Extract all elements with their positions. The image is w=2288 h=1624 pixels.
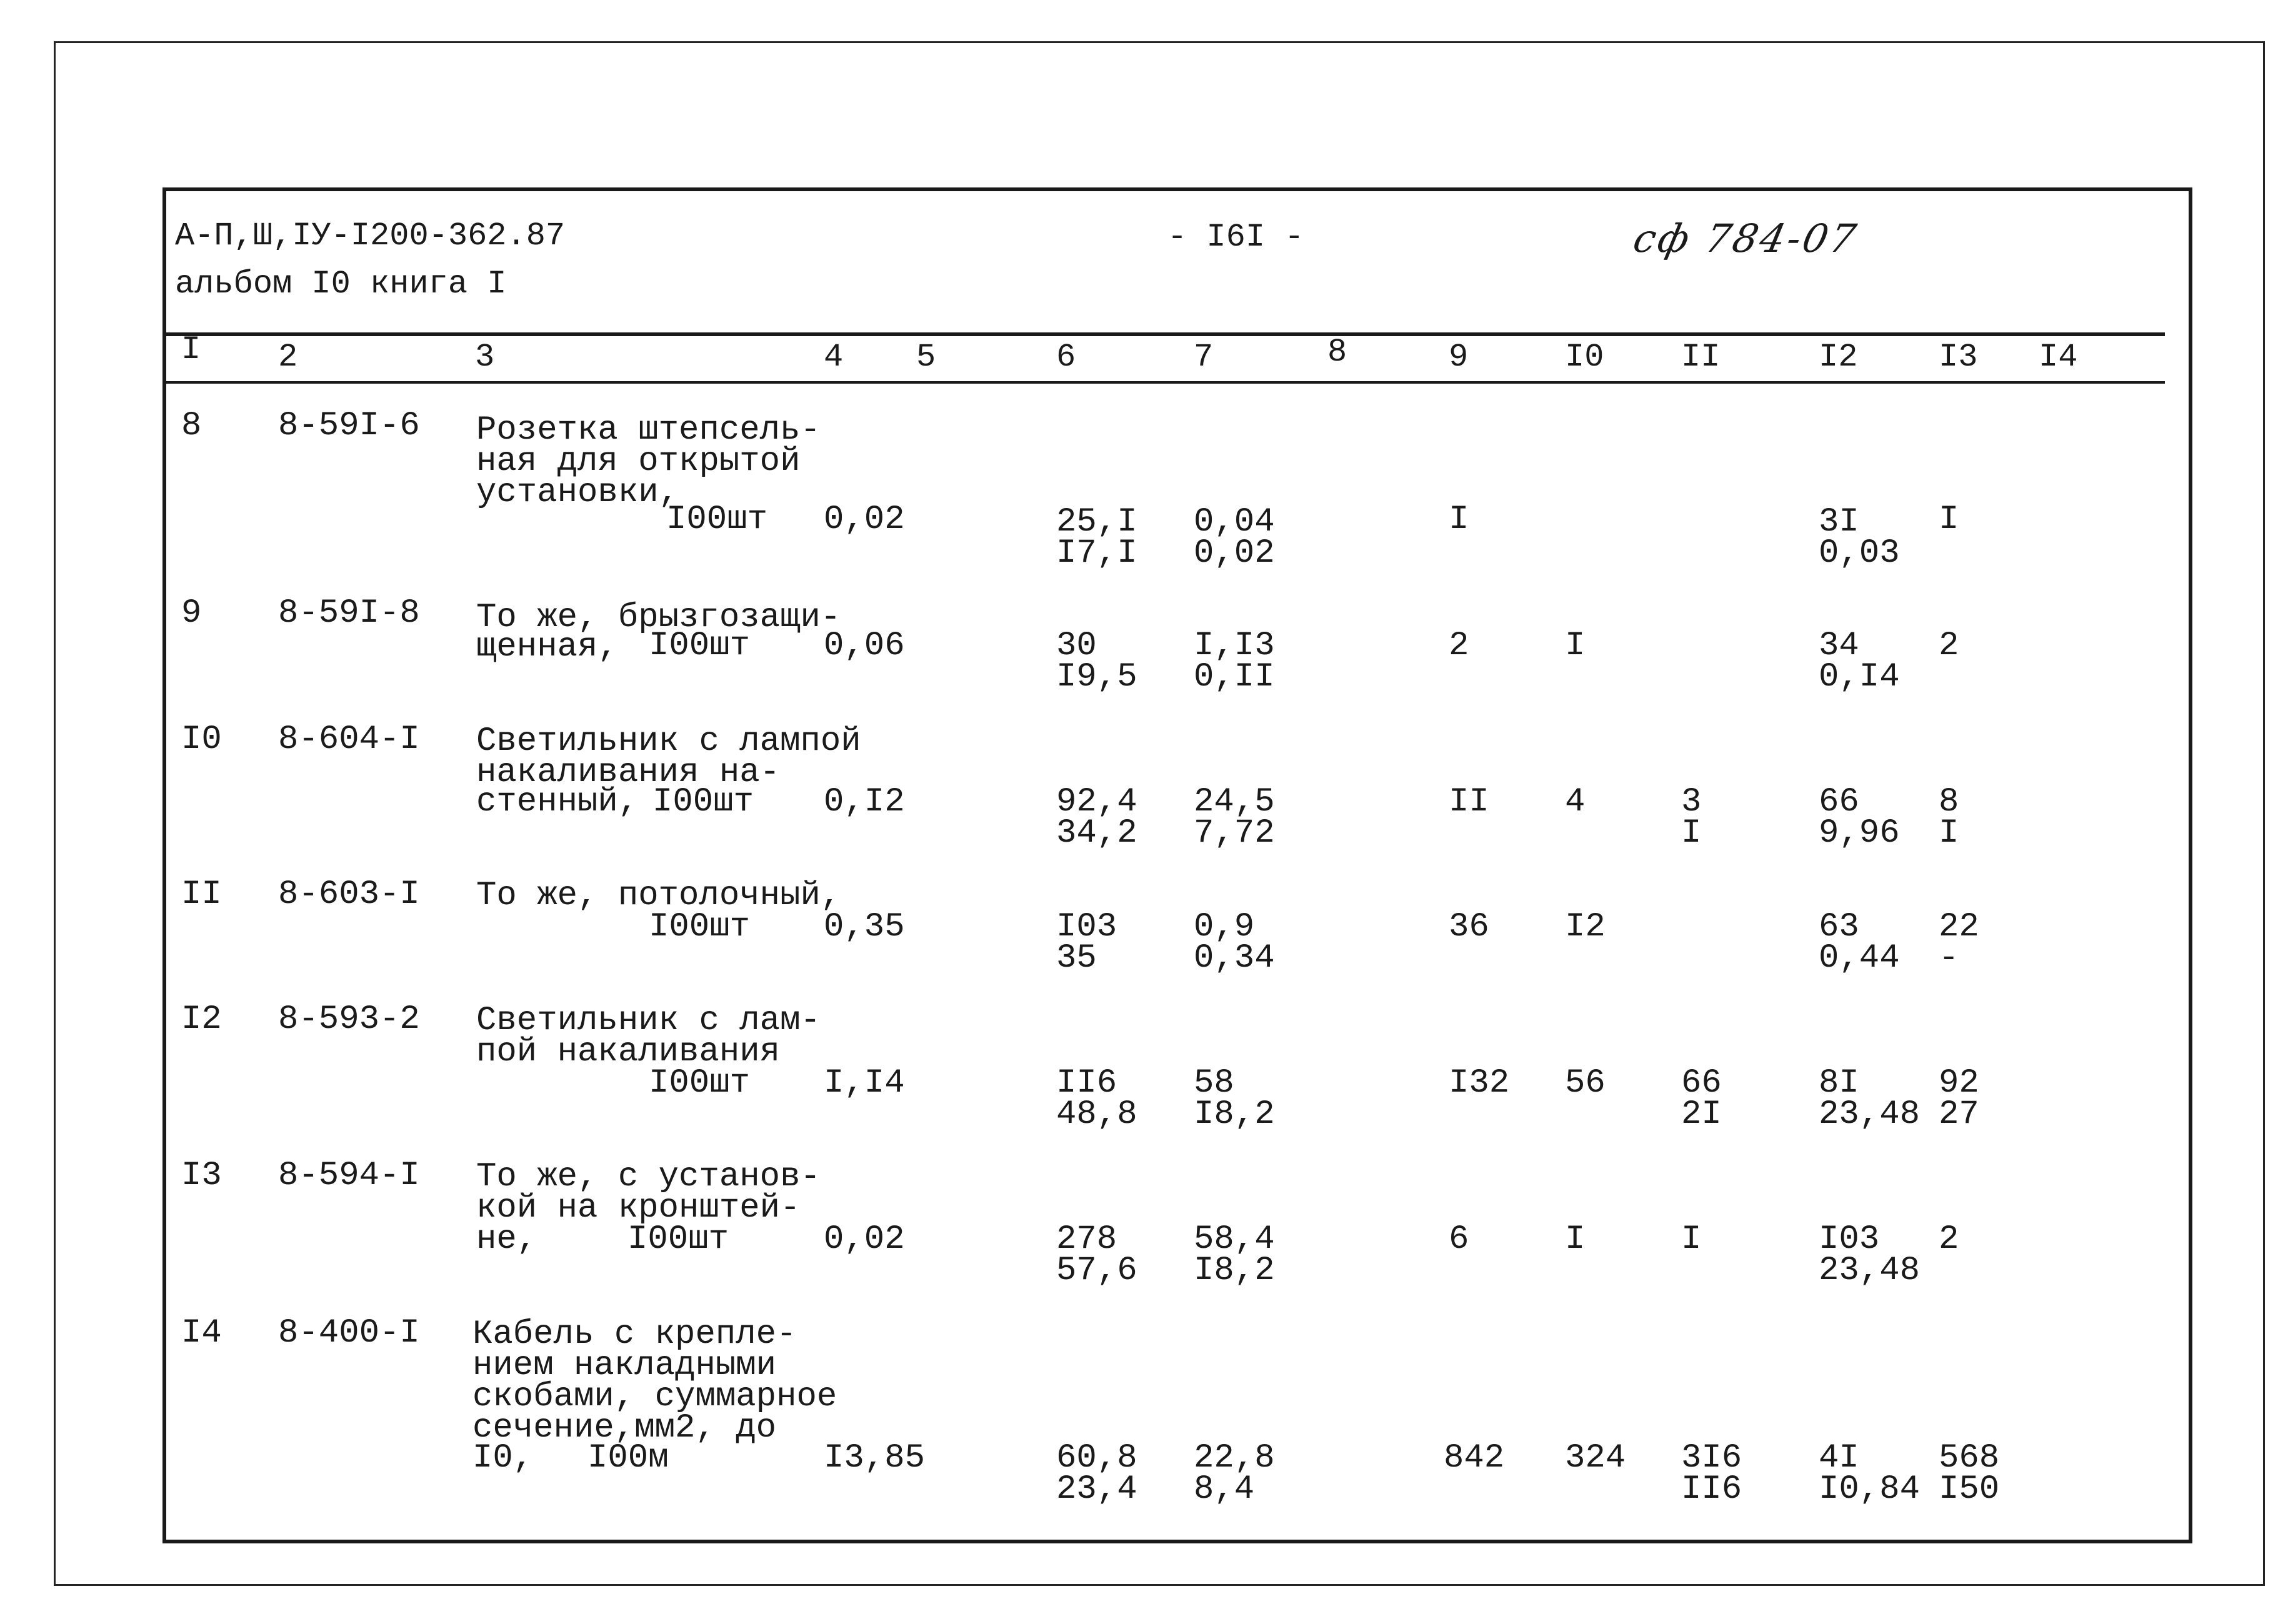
row-col7-bottom: 0,II	[1194, 658, 1275, 696]
row-description-line: ная для открытой	[476, 442, 801, 481]
row-col7-top: I,I3	[1194, 627, 1275, 665]
row-col4: I3,85	[824, 1439, 926, 1477]
row-col9: II	[1449, 783, 1489, 821]
row-col13-bottom: -	[1939, 939, 1959, 977]
row-col6-top: 25,I	[1056, 503, 1137, 541]
row-col7-bottom: 0,34	[1194, 939, 1275, 977]
row-col6-top: 278	[1056, 1220, 1117, 1258]
column-number-13: I3	[1939, 339, 1978, 376]
row-col7-top: 0,9	[1194, 908, 1255, 946]
row-description-line: кой на кронштей-	[476, 1189, 801, 1227]
row-col6-bottom: 48,8	[1056, 1095, 1137, 1133]
row-description-line: установки,	[476, 474, 679, 512]
row-description-line: То же, с установ-	[476, 1158, 821, 1196]
row-number: 9	[181, 594, 202, 632]
row-col6-bottom: 57,6	[1056, 1252, 1137, 1290]
row-code: 8-400-I	[278, 1314, 420, 1352]
row-col11-top: 3	[1681, 783, 1702, 821]
row-description-line: сечение,мм2, до	[472, 1409, 777, 1447]
row-number: I0	[181, 720, 222, 759]
row-col11-top: 3I6	[1681, 1439, 1742, 1477]
row-col12-top: 3I	[1819, 503, 1859, 541]
row-col13-top: I	[1939, 501, 1959, 539]
row-col12-bottom: 0,44	[1819, 939, 1900, 977]
row-col9: I32	[1449, 1064, 1510, 1102]
row-col7-top: 58,4	[1194, 1220, 1275, 1258]
row-description-line: нием накладными	[472, 1347, 777, 1385]
row-unit: I00м	[587, 1439, 669, 1477]
row-col12-top: 4I	[1819, 1439, 1859, 1477]
row-col13-top: 2	[1939, 627, 1959, 665]
row-col10: I	[1565, 627, 1586, 665]
row-col11-top: I	[1681, 1220, 1702, 1258]
row-col9: 842	[1444, 1439, 1505, 1477]
row-unit: I00шт	[652, 783, 754, 821]
column-number-4: 4	[824, 339, 844, 376]
row-col12-bottom: I0,84	[1819, 1470, 1921, 1508]
row-col10: I2	[1565, 908, 1606, 946]
row-col7-top: 22,8	[1194, 1439, 1275, 1477]
row-col4: 0,35	[824, 908, 905, 946]
column-number-6: 6	[1056, 339, 1076, 376]
row-col7-bottom: I8,2	[1194, 1095, 1275, 1133]
row-description-line: щенная,	[476, 628, 618, 666]
handwritten-note: сф 784-07	[1629, 216, 1862, 261]
column-number-7: 7	[1194, 339, 1214, 376]
row-description-line: накаливания на-	[476, 754, 781, 792]
column-number-3: 3	[475, 339, 495, 376]
row-col13-bottom: 27	[1939, 1095, 1979, 1133]
row-col9: 2	[1449, 627, 1469, 665]
row-col12-top: 34	[1819, 627, 1859, 665]
row-col7-top: 0,04	[1194, 503, 1275, 541]
album-book: альбом I0 книга I	[175, 266, 507, 302]
row-unit: I00шт	[649, 908, 751, 946]
row-col7-bottom: 8,4	[1194, 1470, 1255, 1508]
row-col4: 0,06	[824, 627, 905, 665]
row-col6-top: I03	[1056, 908, 1117, 946]
row-col4: 0,I2	[824, 783, 905, 821]
row-col6-top: 60,8	[1056, 1439, 1137, 1477]
row-col7-top: 58	[1194, 1064, 1234, 1102]
row-col12-top: 8I	[1819, 1064, 1859, 1102]
row-col10: I	[1565, 1220, 1586, 1258]
row-description-line: Кабель с крепле-	[472, 1315, 797, 1353]
column-number-1: I	[181, 331, 201, 368]
column-number-2: 2	[278, 339, 298, 376]
row-description-line: I0,	[472, 1439, 534, 1477]
row-code: 8-593-2	[278, 1000, 420, 1039]
row-col12-top: 63	[1819, 908, 1859, 946]
row-col4: I,I4	[824, 1064, 905, 1102]
row-col12-top: 66	[1819, 783, 1859, 821]
row-col7-bottom: 7,72	[1194, 814, 1275, 852]
row-description-line: пой накаливания	[476, 1033, 781, 1071]
row-col7-bottom: I8,2	[1194, 1252, 1275, 1290]
row-col10: 56	[1565, 1064, 1606, 1102]
row-col6-bottom: I7,I	[1056, 534, 1137, 572]
row-col12-top: I03	[1819, 1220, 1880, 1258]
row-col13-top: 8	[1939, 783, 1959, 821]
header-rule-top	[165, 332, 2165, 336]
row-col12-bottom: 23,48	[1819, 1252, 1921, 1290]
row-description-line: Светильник с лам-	[476, 1002, 821, 1040]
row-col6-bottom: 23,4	[1056, 1470, 1137, 1508]
row-col6-bottom: 34,2	[1056, 814, 1137, 852]
row-col7-bottom: 0,02	[1194, 534, 1275, 572]
row-col6-top: 92,4	[1056, 783, 1137, 821]
row-unit: I00шт	[649, 1064, 751, 1102]
row-col12-bottom: 0,I4	[1819, 658, 1900, 696]
row-description-line: Розетка штепсель-	[476, 411, 821, 449]
header-rule-bottom	[165, 381, 2165, 384]
column-number-11: II	[1681, 339, 1721, 376]
column-number-14: I4	[2039, 339, 2078, 376]
row-number: I2	[181, 1000, 222, 1039]
row-number: 8	[181, 407, 202, 445]
row-code: 8-59I-8	[278, 594, 420, 632]
row-unit: I00шт	[649, 627, 751, 665]
row-col6-top: 30	[1056, 627, 1097, 665]
row-col13-top: 568	[1939, 1439, 2000, 1477]
row-unit: I00шт	[627, 1220, 729, 1258]
row-description-line: скобами, суммарное	[472, 1378, 837, 1416]
row-col13-top: 92	[1939, 1064, 1979, 1102]
row-col6-top: II6	[1056, 1064, 1117, 1102]
row-description-line: То же, брызгозащи-	[476, 599, 841, 637]
row-col13-bottom: I50	[1939, 1470, 2000, 1508]
row-col4: 0,02	[824, 501, 905, 539]
row-number: I3	[181, 1157, 222, 1195]
row-col12-bottom: 23,48	[1819, 1095, 1921, 1133]
column-number-5: 5	[916, 339, 936, 376]
row-code: 8-594-I	[278, 1157, 420, 1195]
row-col7-top: 24,5	[1194, 783, 1275, 821]
column-number-9: 9	[1449, 339, 1469, 376]
row-code: 8-59I-6	[278, 407, 420, 445]
row-col6-bottom: I9,5	[1056, 658, 1137, 696]
row-col11-top: 66	[1681, 1064, 1722, 1102]
row-col6-bottom: 35	[1056, 939, 1097, 977]
row-description-line: не,	[476, 1220, 537, 1258]
row-col12-bottom: 9,96	[1819, 814, 1900, 852]
column-number-10: I0	[1565, 339, 1604, 376]
row-col10: 4	[1565, 783, 1586, 821]
inner-frame	[162, 187, 2192, 1543]
column-number-12: I2	[1819, 339, 1858, 376]
row-code: 8-604-I	[278, 720, 420, 759]
row-col13-top: 2	[1939, 1220, 1959, 1258]
row-description-line: стенный,	[476, 783, 639, 821]
row-code: 8-603-I	[278, 875, 420, 914]
row-unit: I00шт	[666, 501, 768, 539]
column-number-8: 8	[1327, 334, 1347, 371]
row-number: I4	[181, 1314, 222, 1352]
row-description-line: Светильник с лампой	[476, 722, 861, 760]
row-number: II	[181, 875, 222, 914]
row-description-line: То же, потолочный,	[476, 877, 841, 915]
row-col9: I	[1449, 501, 1469, 539]
row-col12-bottom: 0,03	[1819, 534, 1900, 572]
row-col11-bottom: II6	[1681, 1470, 1742, 1508]
row-col9: 6	[1449, 1220, 1469, 1258]
row-col11-bottom: I	[1681, 814, 1702, 852]
row-col10: 324	[1565, 1439, 1626, 1477]
row-col13-bottom: I	[1939, 814, 1959, 852]
row-col9: 36	[1449, 908, 1489, 946]
row-col11-bottom: 2I	[1681, 1095, 1722, 1133]
document-code: А-П,Ш,IУ-I200-362.87	[175, 217, 566, 254]
row-col4: 0,02	[824, 1220, 905, 1258]
page-number: - I6I -	[1167, 219, 1304, 256]
row-col13-top: 22	[1939, 908, 1979, 946]
